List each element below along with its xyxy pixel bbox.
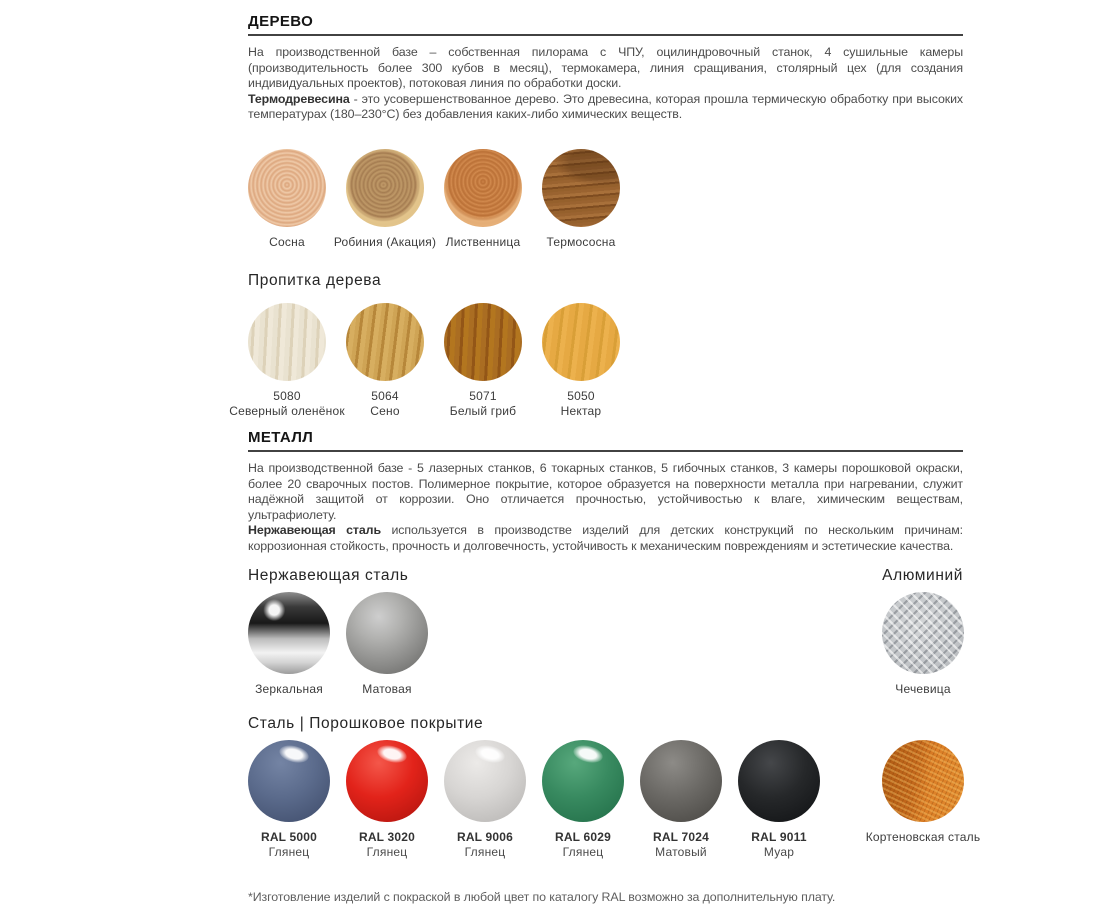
powder-title: Сталь | Порошковое покрытие <box>248 714 484 732</box>
swatch-label: Лиственница <box>445 234 521 249</box>
swatch-code: RAL 3020 <box>358 829 416 844</box>
swatch-label: Зеркальная <box>255 681 323 696</box>
swatch-col-sosna <box>248 149 326 250</box>
swatch-code: 5050 <box>567 388 595 403</box>
wood-swatch-sosna <box>248 149 326 227</box>
swatch-finish: Глянец <box>562 844 604 859</box>
swatch-name: Белый гриб <box>449 403 517 418</box>
wood-swatch-termososna <box>542 149 620 227</box>
impregnation-swatch-5064 <box>346 303 424 381</box>
swatch-label: Робиния (Акация) <box>333 234 437 249</box>
wood-species-row <box>248 149 963 250</box>
powder-swatch-ral5000 <box>248 740 330 822</box>
impregnation-swatch-5050 <box>542 303 620 381</box>
swatch-col-listvennitsa <box>444 149 522 250</box>
metal-section-title: МЕТАЛЛ <box>248 428 314 446</box>
stainless-swatch-mirror <box>248 592 330 674</box>
swatch-col-corten <box>865 740 981 845</box>
swatch-finish: Глянец <box>268 844 310 859</box>
swatch-col-mirror <box>248 592 330 697</box>
metal-paragraph-2-lead: Нержавеющая сталь <box>248 523 381 538</box>
wood-paragraph-2-rest: - это усовершенствованное дерево. Это древесина, которая прошла термическую обработку при высоких температурах (180–230°C) без добавления каких-либо химических веществ. <box>248 91 963 122</box>
metal-paragraph-2-rest: используется в производстве изделий для детских конструкций по нескольким причинам: коррозионная стойкость, прочность и долговечность, устойчивость к механическим повреждениям и эстетические качества. <box>248 523 963 553</box>
wood-section-rule <box>248 34 963 36</box>
swatch-code: RAL 6029 <box>554 829 612 844</box>
impregnation-swatch-5071 <box>444 303 522 381</box>
impregnation-row <box>229 303 963 419</box>
swatch-code: 5080 <box>273 388 301 403</box>
powder-swatch-ral9011 <box>738 740 820 822</box>
powder-swatch-ral3020 <box>346 740 428 822</box>
swatch-col-ral7024 <box>640 740 722 860</box>
swatch-col-ral5000 <box>248 740 330 860</box>
stainless-headings-row <box>248 567 963 585</box>
impregnation-swatch-5080 <box>248 303 326 381</box>
swatch-col-5064 <box>346 303 424 419</box>
swatch-name: Северный оленёнок <box>229 403 345 418</box>
swatch-code: RAL 5000 <box>260 829 318 844</box>
swatch-col-matte <box>346 592 428 697</box>
swatch-label: Матовая <box>362 681 412 696</box>
swatch-label <box>519 389 643 419</box>
swatch-code: RAL 9006 <box>456 829 514 844</box>
stainless-title: Нержавеющая сталь <box>248 566 409 584</box>
powder-row <box>248 740 981 860</box>
swatch-label: Сосна <box>269 234 305 249</box>
wood-paragraph-1: На производственной базе – собственная пилорама с ЧПУ, оцилиндровочный станок, 4 сушильные камеры (производительность более 300 кубов в месяц), термокамера, линия сращивания, столярный цех (для создания индивидуальных проектов), потоковая линия по обработки доски. <box>248 45 963 91</box>
swatch-label: Чечевица <box>895 681 951 696</box>
stainless-swatch-matte <box>346 592 428 674</box>
wood-paragraph-2-lead: Термодревесина <box>248 91 350 106</box>
swatch-col-ral9011 <box>738 740 820 860</box>
swatch-col-robinia <box>333 149 437 250</box>
metal-paragraph-2 <box>248 523 963 554</box>
swatch-col-termososna <box>542 149 620 250</box>
swatch-name: Сено <box>370 403 400 418</box>
aluminum-swatch-lentil <box>882 592 964 674</box>
swatch-name: Нектар <box>560 403 602 418</box>
swatch-col-lentil <box>883 592 963 697</box>
wood-swatch-listvennitsa <box>444 149 522 227</box>
swatch-finish: Глянец <box>464 844 506 859</box>
powder-swatch-ral9006 <box>444 740 526 822</box>
swatch-col-5050 <box>542 303 620 419</box>
swatch-col-ral9006 <box>444 740 526 860</box>
swatch-label <box>720 830 838 860</box>
powder-swatch-ral6029 <box>542 740 624 822</box>
swatch-code: RAL 9011 <box>751 829 807 844</box>
powder-swatch-ral7024 <box>640 740 722 822</box>
stainless-row <box>248 592 963 697</box>
swatch-label: Кортеновская сталь <box>865 829 981 844</box>
page-content <box>229 0 981 916</box>
swatch-code: 5064 <box>371 388 399 403</box>
swatch-finish: Глянец <box>366 844 408 859</box>
swatch-code: RAL 7024 <box>652 829 710 844</box>
powder-swatch-corten <box>882 740 964 822</box>
swatch-finish: Матовый <box>655 844 707 859</box>
impregnation-title: Пропитка дерева <box>248 271 382 289</box>
swatch-finish: Муар <box>763 844 795 859</box>
wood-swatch-robinia <box>346 149 424 227</box>
aluminum-title: Алюминий <box>882 566 963 584</box>
swatch-code: 5071 <box>469 388 497 403</box>
swatch-label: Термососна <box>546 234 616 249</box>
swatch-col-ral3020 <box>346 740 428 860</box>
metal-section-rule <box>248 450 963 452</box>
wood-section-title: ДЕРЕВО <box>248 13 314 30</box>
footnote: *Изготовление изделий с покраской в любой цвет по каталогу RAL возможно за дополнительную плату. <box>248 889 836 904</box>
wood-paragraph-2 <box>248 92 963 123</box>
swatch-col-5071 <box>444 303 522 419</box>
swatch-col-5080 <box>229 303 345 419</box>
swatch-col-ral6029 <box>542 740 624 860</box>
metal-paragraph-1: На производственной базе - 5 лазерных станков, 6 токарных станков, 5 гибочных станков, 3 камеры порошковой окраски, более 20 сварочных постов. Полимерное покрытие, которое образуется на поверхности металла при нагревании, служит надёжной защитой от коррозии. Оно отличается прочностью, устойчивостью к влаге, химическим веществам, ультрафиолету. <box>248 460 963 522</box>
